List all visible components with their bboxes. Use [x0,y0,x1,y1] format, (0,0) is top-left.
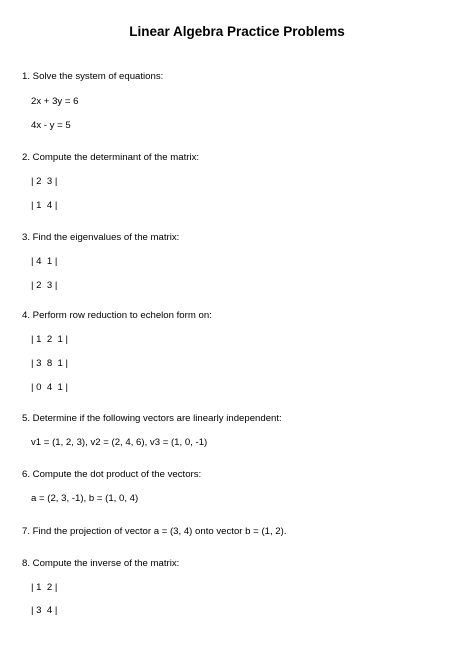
problem-4-line-2: | 3 8 1 | [31,358,68,369]
problem-5-question: 5. Determine if the following vectors are linearly independent: [22,413,282,424]
problem-2-line-1: | 2 3 | [31,176,58,187]
problem-6-question: 6. Compute the dot product of the vectors: [22,469,202,480]
problem-8-line-2: | 3 4 | [31,605,58,616]
document-title: Linear Algebra Practice Problems [129,24,345,39]
problem-8-question: 8. Compute the inverse of the matrix: [22,558,180,569]
problem-1-line-2: 4x - y = 5 [31,120,71,131]
problem-4-line-3: | 0 4 1 | [31,382,68,393]
problem-4-line-1: | 1 2 1 | [31,334,68,345]
problem-8-line-1: | 1 2 | [31,582,58,593]
problem-2-question: 2. Compute the determinant of the matrix: [22,152,200,163]
problem-4-question: 4. Perform row reduction to echelon form on: [22,310,212,321]
problem-5-line-1: v1 = (1, 2, 3), v2 = (2, 4, 6), v3 = (1, 0, -1) [31,437,208,448]
problem-3-line-2: | 2 3 | [31,280,58,291]
problem-3-line-1: | 4 1 | [31,256,58,267]
problem-6-line-1: a = (2, 3, -1), b = (1, 0, 4) [31,493,139,504]
problem-3-question: 3. Find the eigenvalues of the matrix: [22,232,180,243]
problem-1-question: 1. Solve the system of equations: [22,71,164,82]
problem-7-question: 7. Find the projection of vector a = (3, 4) onto vector b = (1, 2). [22,526,287,537]
problem-2-line-2: | 1 4 | [31,200,58,211]
problem-1-line-1: 2x + 3y = 6 [31,96,79,107]
